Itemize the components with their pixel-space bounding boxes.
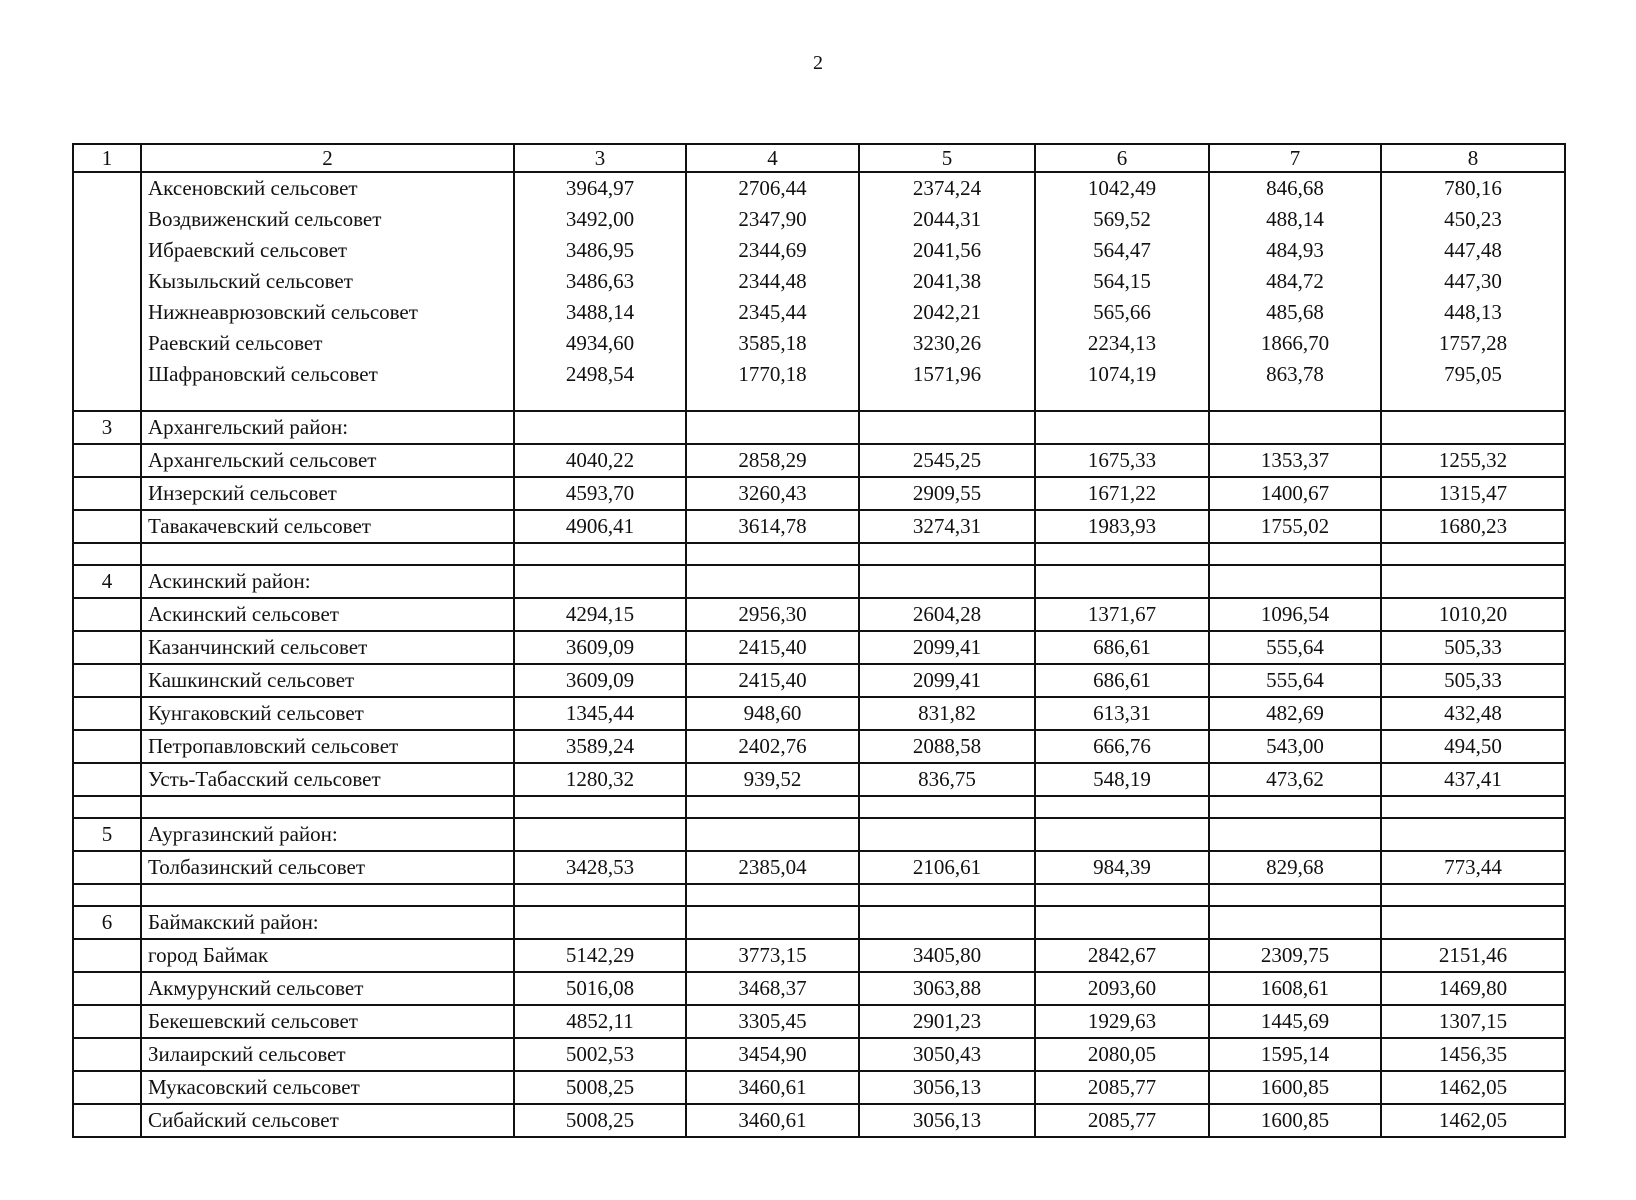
value-cell: 5016,08 — [514, 972, 686, 1005]
value-cell: 2085,77 — [1035, 1104, 1209, 1137]
table-row — [73, 1104, 1565, 1137]
value-cell: 1929,63 — [1035, 1005, 1209, 1038]
value-cell: 4852,11 — [514, 1005, 686, 1038]
table-row — [73, 297, 1565, 328]
district-title: Аургазинский район: — [141, 818, 514, 851]
value-cell: 2347,90 — [686, 204, 859, 235]
value-cell: 3050,43 — [859, 1038, 1035, 1071]
row-number — [73, 477, 141, 510]
empty-cell — [1381, 565, 1565, 598]
page-number: 2 — [813, 52, 823, 74]
value-cell: 3230,26 — [859, 328, 1035, 359]
empty-cell — [1381, 543, 1565, 565]
settlement-name: Зилаирский сельсовет — [141, 1038, 514, 1071]
empty-cell — [1381, 796, 1565, 818]
value-cell: 1680,23 — [1381, 510, 1565, 543]
settlement-name: Акмурунский сельсовет — [141, 972, 514, 1005]
value-cell: 1400,67 — [1209, 477, 1381, 510]
empty-cell — [686, 411, 859, 444]
table-header — [73, 144, 1565, 172]
district-title: Архангельский район: — [141, 411, 514, 444]
group-title-row — [73, 411, 1565, 444]
empty-cell — [141, 390, 514, 411]
table-row — [73, 359, 1565, 390]
value-cell: 1456,35 — [1381, 1038, 1565, 1071]
empty-cell — [514, 390, 686, 411]
table-row — [73, 172, 1565, 204]
value-cell: 4934,60 — [514, 328, 686, 359]
value-cell: 2044,31 — [859, 204, 1035, 235]
value-cell: 846,68 — [1209, 172, 1381, 204]
row-number — [73, 235, 141, 266]
value-cell: 5008,25 — [514, 1071, 686, 1104]
empty-cell — [859, 906, 1035, 939]
value-cell: 2099,41 — [859, 664, 1035, 697]
value-cell: 4294,15 — [514, 598, 686, 631]
table-row — [73, 1005, 1565, 1038]
settlement-name: Тавакачевский сельсовет — [141, 510, 514, 543]
value-cell: 505,33 — [1381, 664, 1565, 697]
table-row — [73, 972, 1565, 1005]
value-cell: 686,61 — [1035, 664, 1209, 697]
value-cell: 2956,30 — [686, 598, 859, 631]
value-cell: 448,13 — [1381, 297, 1565, 328]
empty-cell — [514, 818, 686, 851]
value-cell: 3609,09 — [514, 664, 686, 697]
settlement-name: Ибраевский сельсовет — [141, 235, 514, 266]
table-row — [73, 328, 1565, 359]
value-cell: 5008,25 — [514, 1104, 686, 1137]
row-number — [73, 359, 141, 390]
value-cell: 2345,44 — [686, 297, 859, 328]
value-cell: 3274,31 — [859, 510, 1035, 543]
value-cell: 1345,44 — [514, 697, 686, 730]
value-cell: 1074,19 — [1035, 359, 1209, 390]
settlement-name: Воздвиженский сельсовет — [141, 204, 514, 235]
empty-cell — [1035, 818, 1209, 851]
empty-cell — [686, 884, 859, 906]
row-number — [73, 1104, 141, 1137]
header-cell: 5 — [859, 144, 1035, 172]
value-cell: 2151,46 — [1381, 939, 1565, 972]
row-number — [73, 172, 141, 204]
table-row — [73, 235, 1565, 266]
value-cell: 613,31 — [1035, 697, 1209, 730]
empty-cell — [1209, 906, 1381, 939]
settlement-name: Кызыльский сельсовет — [141, 266, 514, 297]
value-cell: 2842,67 — [1035, 939, 1209, 972]
value-cell: 1096,54 — [1209, 598, 1381, 631]
value-cell: 1608,61 — [1209, 972, 1381, 1005]
row-number — [73, 1005, 141, 1038]
value-cell: 2415,40 — [686, 631, 859, 664]
empty-cell — [141, 543, 514, 565]
value-cell: 1445,69 — [1209, 1005, 1381, 1038]
empty-cell — [514, 906, 686, 939]
table-row — [73, 510, 1565, 543]
empty-cell — [1209, 543, 1381, 565]
row-number — [73, 697, 141, 730]
empty-cell — [1035, 411, 1209, 444]
value-cell: 2374,24 — [859, 172, 1035, 204]
header-cell: 1 — [73, 144, 141, 172]
value-cell: 3056,13 — [859, 1071, 1035, 1104]
empty-cell — [686, 796, 859, 818]
value-cell: 3486,63 — [514, 266, 686, 297]
value-cell: 564,15 — [1035, 266, 1209, 297]
value-cell: 488,14 — [1209, 204, 1381, 235]
table-row — [73, 763, 1565, 796]
empty-cell — [686, 906, 859, 939]
settlement-name: Казанчинский сельсовет — [141, 631, 514, 664]
empty-cell — [1035, 906, 1209, 939]
value-cell: 2901,23 — [859, 1005, 1035, 1038]
value-cell: 482,69 — [1209, 697, 1381, 730]
spacer-row — [73, 543, 1565, 565]
value-cell: 3056,13 — [859, 1104, 1035, 1137]
value-cell: 5002,53 — [514, 1038, 686, 1071]
empty-cell — [686, 565, 859, 598]
spacer-row — [73, 884, 1565, 906]
value-cell: 1469,80 — [1381, 972, 1565, 1005]
value-cell: 2088,58 — [859, 730, 1035, 763]
value-cell: 3488,14 — [514, 297, 686, 328]
empty-cell — [1209, 565, 1381, 598]
value-cell: 3063,88 — [859, 972, 1035, 1005]
settlement-name: город Баймак — [141, 939, 514, 972]
value-cell: 939,52 — [686, 763, 859, 796]
table-row — [73, 664, 1565, 697]
table-row — [73, 1038, 1565, 1071]
row-number — [73, 1071, 141, 1104]
row-number — [73, 510, 141, 543]
row-number — [73, 328, 141, 359]
value-cell: 485,68 — [1209, 297, 1381, 328]
value-cell: 2080,05 — [1035, 1038, 1209, 1071]
group-title-row — [73, 906, 1565, 939]
value-cell: 494,50 — [1381, 730, 1565, 763]
empty-cell — [859, 411, 1035, 444]
row-number: 4 — [73, 565, 141, 598]
value-cell: 3486,95 — [514, 235, 686, 266]
value-cell: 564,47 — [1035, 235, 1209, 266]
value-cell: 1280,32 — [514, 763, 686, 796]
row-number: 3 — [73, 411, 141, 444]
value-cell: 3305,45 — [686, 1005, 859, 1038]
value-cell: 795,05 — [1381, 359, 1565, 390]
value-cell: 3773,15 — [686, 939, 859, 972]
value-cell: 3428,53 — [514, 851, 686, 884]
empty-cell — [73, 543, 141, 565]
value-cell: 2234,13 — [1035, 328, 1209, 359]
row-number — [73, 939, 141, 972]
value-cell: 555,64 — [1209, 664, 1381, 697]
value-cell: 1755,02 — [1209, 510, 1381, 543]
value-cell: 505,33 — [1381, 631, 1565, 664]
table-row — [73, 598, 1565, 631]
settlement-name: Бекешевский сельсовет — [141, 1005, 514, 1038]
table-row — [73, 631, 1565, 664]
empty-cell — [141, 796, 514, 818]
value-cell: 2415,40 — [686, 664, 859, 697]
value-cell: 1010,20 — [1381, 598, 1565, 631]
value-cell: 484,93 — [1209, 235, 1381, 266]
value-cell: 3260,43 — [686, 477, 859, 510]
empty-cell — [859, 818, 1035, 851]
value-cell: 3460,61 — [686, 1104, 859, 1137]
value-cell: 1595,14 — [1209, 1038, 1381, 1071]
table-group — [73, 172, 1565, 411]
settlement-name: Кашкинский сельсовет — [141, 664, 514, 697]
header-cell: 2 — [141, 144, 514, 172]
value-cell: 1675,33 — [1035, 444, 1209, 477]
empty-cell — [859, 543, 1035, 565]
district-title: Баймакский район: — [141, 906, 514, 939]
value-cell: 548,19 — [1035, 763, 1209, 796]
settlement-name: Толбазинский сельсовет — [141, 851, 514, 884]
row-number — [73, 598, 141, 631]
row-number — [73, 664, 141, 697]
empty-cell — [859, 565, 1035, 598]
table-group — [73, 411, 1565, 565]
empty-cell — [686, 390, 859, 411]
value-cell: 3405,80 — [859, 939, 1035, 972]
empty-cell — [1209, 390, 1381, 411]
group-title-row — [73, 565, 1565, 598]
value-cell: 437,41 — [1381, 763, 1565, 796]
value-cell: 3585,18 — [686, 328, 859, 359]
settlement-name: Инзерский сельсовет — [141, 477, 514, 510]
value-cell: 4906,41 — [514, 510, 686, 543]
value-cell: 1371,67 — [1035, 598, 1209, 631]
row-number — [73, 204, 141, 235]
empty-cell — [1035, 390, 1209, 411]
value-cell: 686,61 — [1035, 631, 1209, 664]
value-cell: 447,30 — [1381, 266, 1565, 297]
empty-cell — [859, 796, 1035, 818]
header-cell: 8 — [1381, 144, 1565, 172]
value-cell: 3492,00 — [514, 204, 686, 235]
header-cell: 4 — [686, 144, 859, 172]
settlement-name: Шафрановский сельсовет — [141, 359, 514, 390]
value-cell: 2858,29 — [686, 444, 859, 477]
empty-cell — [141, 884, 514, 906]
settlement-name: Мукасовский сельсовет — [141, 1071, 514, 1104]
empty-cell — [514, 796, 686, 818]
row-number — [73, 297, 141, 328]
empty-cell — [1035, 884, 1209, 906]
value-cell: 555,64 — [1209, 631, 1381, 664]
settlement-name: Сибайский сельсовет — [141, 1104, 514, 1137]
empty-cell — [73, 796, 141, 818]
value-cell: 666,76 — [1035, 730, 1209, 763]
table-row — [73, 444, 1565, 477]
value-cell: 2402,76 — [686, 730, 859, 763]
value-cell: 473,62 — [1209, 763, 1381, 796]
value-cell: 2909,55 — [859, 477, 1035, 510]
table-group — [73, 565, 1565, 818]
settlement-name: Петропавловский сельсовет — [141, 730, 514, 763]
header-cell: 7 — [1209, 144, 1381, 172]
table-row — [73, 477, 1565, 510]
value-cell: 2344,48 — [686, 266, 859, 297]
empty-cell — [514, 543, 686, 565]
value-cell: 829,68 — [1209, 851, 1381, 884]
row-number — [73, 631, 141, 664]
empty-cell — [1209, 411, 1381, 444]
table-group — [73, 818, 1565, 906]
row-number — [73, 851, 141, 884]
empty-cell — [514, 565, 686, 598]
value-cell: 1462,05 — [1381, 1104, 1565, 1137]
empty-cell — [73, 390, 141, 411]
value-cell: 2041,38 — [859, 266, 1035, 297]
empty-cell — [859, 884, 1035, 906]
table-row — [73, 730, 1565, 763]
value-cell: 2385,04 — [686, 851, 859, 884]
empty-cell — [1035, 543, 1209, 565]
value-cell: 948,60 — [686, 697, 859, 730]
spacer-row — [73, 390, 1565, 411]
table-row — [73, 851, 1565, 884]
value-cell: 1983,93 — [1035, 510, 1209, 543]
empty-cell — [1209, 884, 1381, 906]
value-cell: 543,00 — [1209, 730, 1381, 763]
value-cell: 1757,28 — [1381, 328, 1565, 359]
value-cell: 3964,97 — [514, 172, 686, 204]
empty-cell — [514, 411, 686, 444]
spacer-row — [73, 796, 1565, 818]
row-number — [73, 763, 141, 796]
value-cell: 836,75 — [859, 763, 1035, 796]
value-cell: 863,78 — [1209, 359, 1381, 390]
empty-cell — [1381, 884, 1565, 906]
value-cell: 1600,85 — [1209, 1071, 1381, 1104]
value-cell: 1315,47 — [1381, 477, 1565, 510]
row-number — [73, 444, 141, 477]
value-cell: 565,66 — [1035, 297, 1209, 328]
settlement-name: Нижнеаврюзовский сельсовет — [141, 297, 514, 328]
settlement-name: Архангельский сельсовет — [141, 444, 514, 477]
settlement-name: Раевский сельсовет — [141, 328, 514, 359]
value-cell: 450,23 — [1381, 204, 1565, 235]
table-row — [73, 204, 1565, 235]
row-number: 5 — [73, 818, 141, 851]
value-cell: 1671,22 — [1035, 477, 1209, 510]
header-cell: 6 — [1035, 144, 1209, 172]
value-cell: 1770,18 — [686, 359, 859, 390]
value-cell: 484,72 — [1209, 266, 1381, 297]
value-cell: 3589,24 — [514, 730, 686, 763]
value-cell: 432,48 — [1381, 697, 1565, 730]
value-cell: 4040,22 — [514, 444, 686, 477]
value-cell: 2498,54 — [514, 359, 686, 390]
empty-cell — [686, 818, 859, 851]
value-cell: 1600,85 — [1209, 1104, 1381, 1137]
row-number — [73, 266, 141, 297]
value-cell: 1866,70 — [1209, 328, 1381, 359]
row-number — [73, 1038, 141, 1071]
value-cell: 1353,37 — [1209, 444, 1381, 477]
value-cell: 569,52 — [1035, 204, 1209, 235]
table-row — [73, 939, 1565, 972]
row-number: 6 — [73, 906, 141, 939]
value-cell: 2545,25 — [859, 444, 1035, 477]
value-cell: 2604,28 — [859, 598, 1035, 631]
table-row — [73, 266, 1565, 297]
row-number — [73, 972, 141, 1005]
header-row — [73, 144, 1565, 172]
value-cell: 3454,90 — [686, 1038, 859, 1071]
empty-cell — [1381, 411, 1565, 444]
empty-cell — [1381, 390, 1565, 411]
value-cell: 5142,29 — [514, 939, 686, 972]
empty-cell — [1035, 796, 1209, 818]
value-cell: 2085,77 — [1035, 1071, 1209, 1104]
table-row — [73, 1071, 1565, 1104]
value-cell: 2099,41 — [859, 631, 1035, 664]
value-cell: 2706,44 — [686, 172, 859, 204]
value-cell: 1571,96 — [859, 359, 1035, 390]
value-cell: 2309,75 — [1209, 939, 1381, 972]
value-cell: 3614,78 — [686, 510, 859, 543]
value-cell: 1307,15 — [1381, 1005, 1565, 1038]
value-cell: 3460,61 — [686, 1071, 859, 1104]
empty-cell — [686, 543, 859, 565]
value-cell: 2041,56 — [859, 235, 1035, 266]
table-group — [73, 906, 1565, 1137]
empty-cell — [1381, 906, 1565, 939]
settlement-name: Аксеновский сельсовет — [141, 172, 514, 204]
empty-cell — [1035, 565, 1209, 598]
value-cell: 3468,37 — [686, 972, 859, 1005]
value-cell: 1042,49 — [1035, 172, 1209, 204]
value-cell: 447,48 — [1381, 235, 1565, 266]
value-cell: 2042,21 — [859, 297, 1035, 328]
value-cell: 4593,70 — [514, 477, 686, 510]
group-title-row — [73, 818, 1565, 851]
value-cell: 1462,05 — [1381, 1071, 1565, 1104]
value-cell: 2344,69 — [686, 235, 859, 266]
district-title: Аскинский район: — [141, 565, 514, 598]
value-cell: 1255,32 — [1381, 444, 1565, 477]
value-cell: 831,82 — [859, 697, 1035, 730]
empty-cell — [1209, 818, 1381, 851]
value-cell: 2093,60 — [1035, 972, 1209, 1005]
data-table — [72, 143, 1566, 1138]
empty-cell — [514, 884, 686, 906]
empty-cell — [859, 390, 1035, 411]
row-number — [73, 730, 141, 763]
table-row — [73, 697, 1565, 730]
settlement-name: Усть-Табасский сельсовет — [141, 763, 514, 796]
empty-cell — [1209, 796, 1381, 818]
settlement-name: Аскинский сельсовет — [141, 598, 514, 631]
value-cell: 3609,09 — [514, 631, 686, 664]
empty-cell — [1381, 818, 1565, 851]
value-cell: 773,44 — [1381, 851, 1565, 884]
settlement-name: Кунгаковский сельсовет — [141, 697, 514, 730]
value-cell: 780,16 — [1381, 172, 1565, 204]
value-cell: 2106,61 — [859, 851, 1035, 884]
empty-cell — [73, 884, 141, 906]
value-cell: 984,39 — [1035, 851, 1209, 884]
header-cell: 3 — [514, 144, 686, 172]
